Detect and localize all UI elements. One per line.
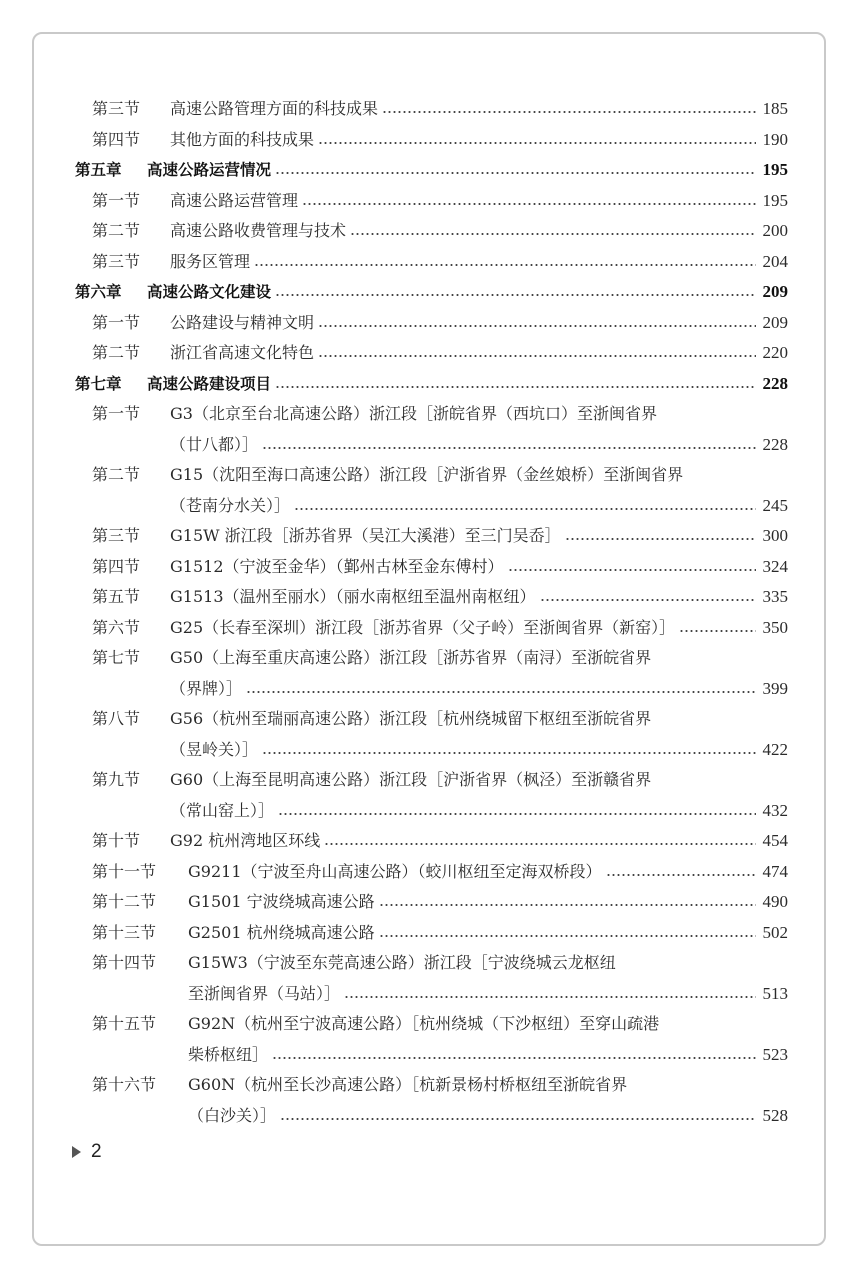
toc-section-entry[interactable] [0, 308, 860, 339]
entry-title: （廿八都）］ [170, 434, 259, 454]
entry-label: 第十三节 [92, 922, 157, 942]
page-footer [72, 1141, 102, 1163]
entry-label: 第七章 [75, 374, 122, 393]
dot-leader [275, 385, 756, 389]
entry-label: 第六章 [75, 283, 122, 301]
toc-section-entry[interactable] [0, 521, 860, 552]
entry-title: 柴桥枢纽］ [188, 1044, 269, 1064]
entry-page-number: 185 [762, 99, 788, 118]
toc-section-entry[interactable] [0, 1101, 860, 1132]
entry-title: G56（杭州至瑞丽高速公路）浙江段［杭州绕城留下枢纽至浙皖省界 [170, 709, 652, 728]
entry-label: 第一节 [92, 404, 141, 423]
toc-section-entry[interactable] [0, 735, 860, 766]
dot-leader [275, 171, 756, 175]
toc-section-entry[interactable] [0, 1070, 860, 1101]
entry-label: 第二节 [92, 343, 141, 362]
dot-leader [318, 354, 756, 358]
entry-label: 第一节 [92, 312, 141, 332]
entry-title: G15W 浙江段［浙苏省界（吴江大溪港）至三门吴岙］ [170, 526, 561, 545]
dot-leader [379, 934, 756, 938]
entry-title: G15（沈阳至海口高速公路）浙江段［沪浙省界（金丝娘桥）至浙闽省界 [170, 465, 684, 484]
triangle-marker-icon [72, 1146, 81, 1158]
entry-page-number: 454 [762, 831, 788, 850]
entry-page-number: 245 [762, 495, 788, 515]
toc-section-entry[interactable] [0, 674, 860, 705]
entry-page-number: 324 [762, 556, 788, 576]
entry-label: 第八节 [92, 709, 141, 728]
entry-page-number: 350 [762, 617, 788, 637]
entry-label: 第五节 [92, 587, 141, 606]
table-of-contents [0, 94, 860, 1131]
toc-section-entry[interactable] [0, 399, 860, 430]
entry-title: （常山窑上）］ [170, 800, 275, 820]
entry-page-number: 228 [762, 373, 788, 393]
dot-leader [262, 751, 756, 755]
page-number: 2 [91, 1141, 102, 1162]
toc-section-entry[interactable] [0, 1040, 860, 1071]
entry-page-number: 432 [762, 800, 788, 820]
toc-section-entry[interactable] [0, 338, 860, 369]
entry-label: 第四节 [92, 129, 141, 149]
entry-label: 第十二节 [92, 892, 157, 911]
entry-title: G15W3（宁波至东莞高速公路）浙江段［宁波绕城云龙枢纽 [188, 953, 616, 972]
toc-section-entry[interactable] [0, 613, 860, 644]
dot-leader [540, 598, 756, 602]
entry-title: 高速公路收费管理与技术 [170, 221, 347, 240]
entry-title: 高速公路文化建设 [147, 283, 272, 301]
entry-label: 第九节 [92, 770, 141, 789]
entry-page-number: 195 [762, 160, 788, 179]
entry-page-number: 422 [762, 739, 788, 759]
entry-label: 第五章 [75, 161, 122, 179]
entry-page-number: 474 [762, 861, 788, 881]
entry-page-number: 502 [762, 922, 788, 942]
entry-page-number: 513 [762, 983, 788, 1003]
dot-leader [379, 903, 756, 907]
toc-section-entry[interactable] [0, 125, 860, 156]
entry-page-number: 228 [762, 434, 788, 454]
entry-title: G1512（宁波至金华）（鄞州古林至金东傅村） [170, 556, 504, 576]
entry-title: G1501 宁波绕城高速公路 [188, 892, 375, 911]
dot-leader [262, 446, 756, 450]
toc-section-entry[interactable] [0, 186, 860, 217]
entry-label: 第十节 [92, 831, 141, 850]
toc-section-entry[interactable] [0, 826, 860, 857]
entry-page-number: 490 [762, 892, 788, 911]
entry-title: G1513（温州至丽水）（丽水南枢纽至温州南枢纽） [170, 587, 536, 606]
entry-title: （昱岭关）］ [170, 739, 259, 759]
entry-title: G50（上海至重庆高速公路）浙江段［浙苏省界（南浔）至浙皖省界 [170, 648, 652, 667]
entry-title: G92 杭州湾地区环线 [170, 831, 321, 850]
entry-title: G60（上海至昆明高速公路）浙江段［沪浙省界（枫泾）至浙赣省界 [170, 770, 652, 789]
dot-leader [278, 812, 756, 816]
entry-label: 第七节 [92, 648, 141, 667]
entry-title: 高速公路管理方面的科技成果 [170, 99, 379, 118]
dot-leader [302, 202, 756, 206]
entry-label: 第二节 [92, 465, 141, 484]
dot-leader [275, 293, 756, 297]
toc-section-entry[interactable] [0, 491, 860, 522]
entry-label: 第二节 [92, 221, 141, 240]
dot-leader [606, 873, 756, 877]
entry-page-number: 195 [762, 190, 788, 210]
dot-leader [272, 1056, 756, 1060]
dot-leader [318, 324, 756, 328]
toc-section-entry[interactable] [0, 918, 860, 949]
entry-label: 第十六节 [92, 1075, 157, 1094]
entry-title: 高速公路运营管理 [170, 190, 299, 210]
entry-title: （苍南分水关）］ [170, 495, 291, 515]
toc-section-entry[interactable] [0, 796, 860, 827]
entry-title: 浙江省高速文化特色 [170, 343, 315, 362]
dot-leader [324, 842, 756, 846]
entry-label: 第十一节 [92, 861, 157, 881]
entry-page-number: 200 [762, 221, 788, 240]
toc-section-entry[interactable] [0, 460, 860, 491]
entry-title: （白沙关）］ [188, 1105, 277, 1125]
entry-page-number: 190 [762, 129, 788, 149]
entry-page-number: 528 [762, 1105, 788, 1125]
dot-leader [565, 537, 756, 541]
toc-section-entry[interactable] [0, 1009, 860, 1040]
entry-page-number: 209 [762, 282, 788, 301]
entry-label: 第一节 [92, 190, 141, 210]
toc-section-entry[interactable] [0, 582, 860, 613]
entry-label: 第三节 [92, 251, 141, 271]
dot-leader [350, 232, 756, 236]
entry-title: （界牌）］ [170, 678, 243, 698]
toc-section-entry[interactable] [0, 430, 860, 461]
entry-title: 至浙闽省界（马站）］ [188, 983, 341, 1003]
toc-section-entry[interactable] [0, 704, 860, 735]
toc-section-entry[interactable] [0, 887, 860, 918]
entry-title: 高速公路运营情况 [147, 161, 272, 179]
toc-chapter-entry[interactable] [0, 369, 860, 400]
entry-title: G9211（宁波至舟山高速公路）（蛟川枢纽至定海双桥段） [188, 861, 602, 881]
entry-title: 公路建设与精神文明 [170, 312, 315, 332]
entry-title: G92N（杭州至宁波高速公路）［杭州绕城（下沙枢纽）至穿山疏港 [188, 1014, 660, 1033]
entry-title: G25（长春至深圳）浙江段［浙苏省界（父子岭）至浙闽省界（新窑）］ [170, 617, 676, 637]
entry-page-number: 335 [762, 587, 788, 606]
toc-section-entry[interactable] [0, 552, 860, 583]
toc-section-entry[interactable] [0, 643, 860, 674]
entry-label: 第四节 [92, 556, 141, 576]
dot-leader [280, 1117, 756, 1121]
entry-title: G3（北京至台北高速公路）浙江段［浙皖省界（西坑口）至浙闽省界 [170, 404, 657, 423]
toc-section-entry[interactable] [0, 948, 860, 979]
entry-label: 第十五节 [92, 1014, 157, 1033]
dot-leader [344, 995, 756, 999]
entry-page-number: 300 [762, 526, 788, 545]
toc-section-entry[interactable] [0, 94, 860, 125]
entry-title: 服务区管理 [170, 251, 251, 271]
entry-page-number: 220 [762, 343, 788, 362]
toc-section-entry[interactable] [0, 765, 860, 796]
entry-title: 其他方面的科技成果 [170, 129, 315, 149]
dot-leader [318, 141, 756, 145]
toc-chapter-entry[interactable] [0, 155, 860, 186]
entry-page-number: 204 [762, 251, 788, 271]
entry-title: 高速公路建设项目 [147, 374, 272, 393]
entry-label: 第六节 [92, 617, 141, 637]
dot-leader [246, 690, 756, 694]
dot-leader [508, 568, 756, 572]
entry-title: G2501 杭州绕城高速公路 [188, 922, 375, 942]
dot-leader [382, 110, 756, 114]
toc-section-entry[interactable] [0, 979, 860, 1010]
entry-label: 第三节 [92, 99, 141, 118]
entry-page-number: 399 [762, 678, 788, 698]
toc-section-entry[interactable] [0, 216, 860, 247]
entry-label: 第十四节 [92, 953, 157, 972]
dot-leader [294, 507, 756, 511]
entry-page-number: 523 [762, 1044, 788, 1064]
entry-page-number: 209 [762, 312, 788, 332]
toc-section-entry[interactable] [0, 247, 860, 278]
dot-leader [679, 629, 756, 633]
toc-section-entry[interactable] [0, 857, 860, 888]
dot-leader [254, 263, 756, 267]
toc-chapter-entry[interactable] [0, 277, 860, 308]
entry-label: 第三节 [92, 526, 141, 545]
entry-title: G60N（杭州至长沙高速公路）［杭新景杨村桥枢纽至浙皖省界 [188, 1075, 628, 1094]
